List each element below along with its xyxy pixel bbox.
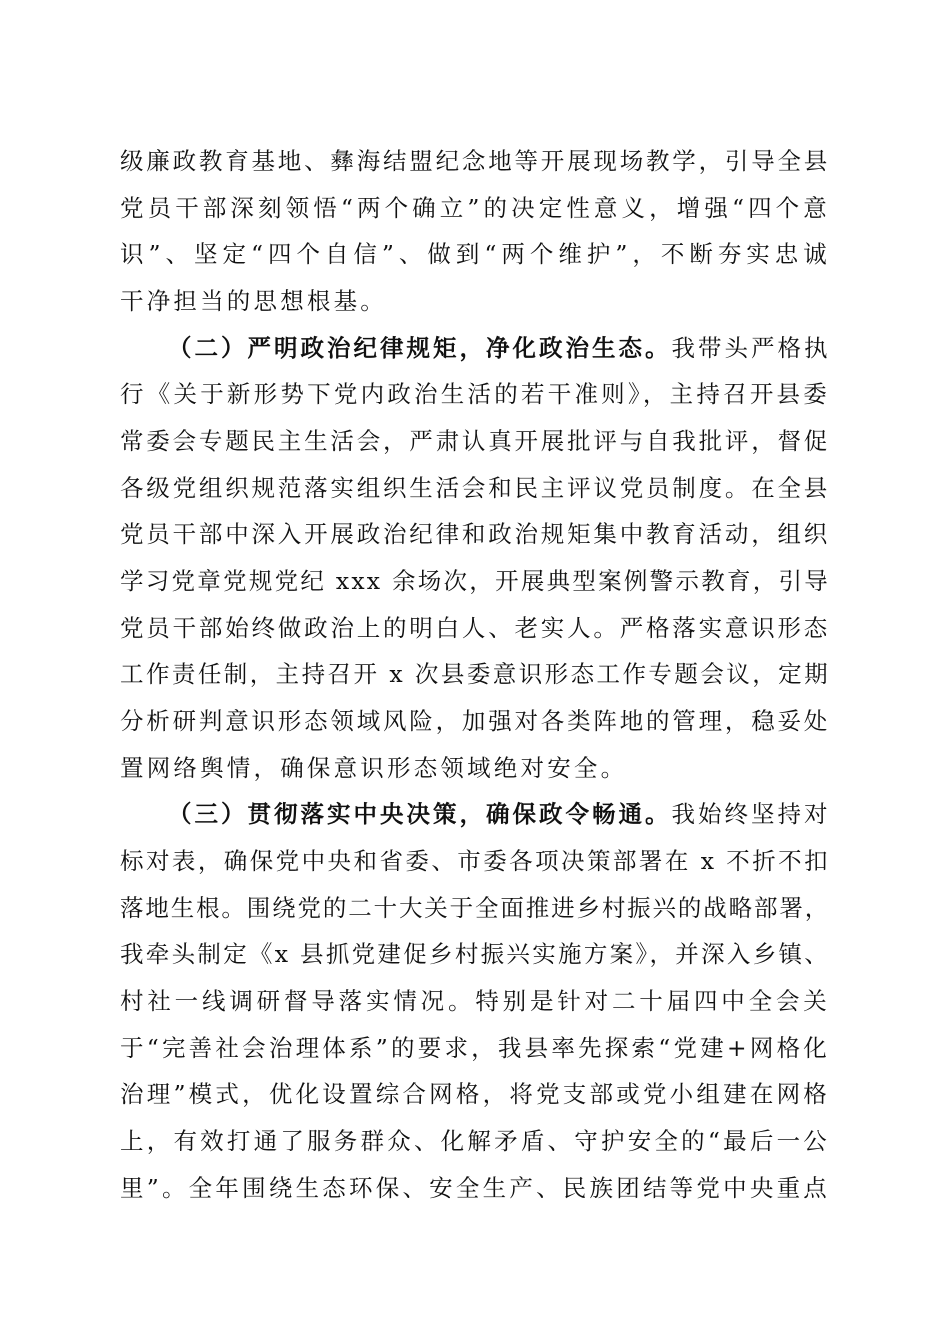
body-text-line: 上，有效打通了服务群众、化解矛盾、守护安全的“最后一公 [120, 1127, 830, 1155]
section-heading: （二）严明政治纪律规矩，净化政治生态。 [168, 334, 672, 362]
body-text-run: 我始终坚持对 [671, 800, 831, 828]
body-text-line: 行《关于新形势下党内政治生活的若干准则》，主持召开县委 [120, 380, 830, 408]
body-text-line: 里”。全年围绕生态环保、安全生产、民族团结等党中央重点 [120, 1174, 830, 1202]
body-text-run: 我带头严格执 [671, 334, 831, 362]
body-text-line: 村社一线调研督导落实情况。特别是针对二十届四中全会关 [120, 987, 830, 1015]
body-text-line: 落地生根。围绕党的二十大关于全面推进乡村振兴的战略部署， [120, 894, 830, 922]
body-text-line: 工作责任制，主持召开 x 次县委意识形态工作专题会议，定期 [120, 660, 830, 688]
body-text-line: 党员干部中深入开展政治纪律和政治规矩集中教育活动，组织 [120, 520, 831, 548]
body-text-line: 置网络舆情，确保意识形态领域绝对安全。 [120, 754, 628, 782]
body-text-line: 分析研判意识形态领域风险，加强对各类阵地的管理，稳妥处 [120, 707, 831, 735]
body-text-line: 党员干部深刻领悟“两个确立”的决定性意义，增强“四个意 [120, 194, 830, 222]
body-text-line: 于“完善社会治理体系”的要求，我县率先探索“党建+网格化 [120, 1034, 830, 1062]
body-text-line: 级廉政教育基地、彝海结盟纪念地等开展现场教学，引导全县 [120, 147, 831, 175]
body-text-line: 各级党组织规范落实组织生活会和民主评议党员制度。在全县 [120, 474, 831, 502]
body-text-line: 干净担当的思想根基。 [120, 287, 387, 315]
body-text-line: 学习党章党规党纪 xxx 余场次，开展典型案例警示教育，引导 [120, 567, 830, 595]
section-heading: （三）贯彻落实中央决策，确保政令畅通。 [168, 800, 672, 828]
body-text-line: 党员干部始终做政治上的明白人、老实人。严格落实意识形态 [120, 614, 831, 642]
section-heading-line [168, 333, 830, 363]
body-text-line: 标对表，确保党中央和省委、市委各项决策部署在 x 不折不扣 [120, 847, 830, 875]
body-text-line: 识”、坚定“四个自信”、做到“两个维护”，不断夯实忠诚 [120, 240, 830, 268]
section-heading-line [168, 799, 830, 829]
body-text-line: 我牵头制定《x 县抓党建促乡村振兴实施方案》，并深入乡镇、 [120, 940, 830, 968]
body-text-line: 治理”模式，优化设置综合网格，将党支部或党小组建在网格 [120, 1080, 830, 1108]
body-text-line: 常委会专题民主生活会，严肃认真开展批评与自我批评，督促 [120, 427, 831, 455]
